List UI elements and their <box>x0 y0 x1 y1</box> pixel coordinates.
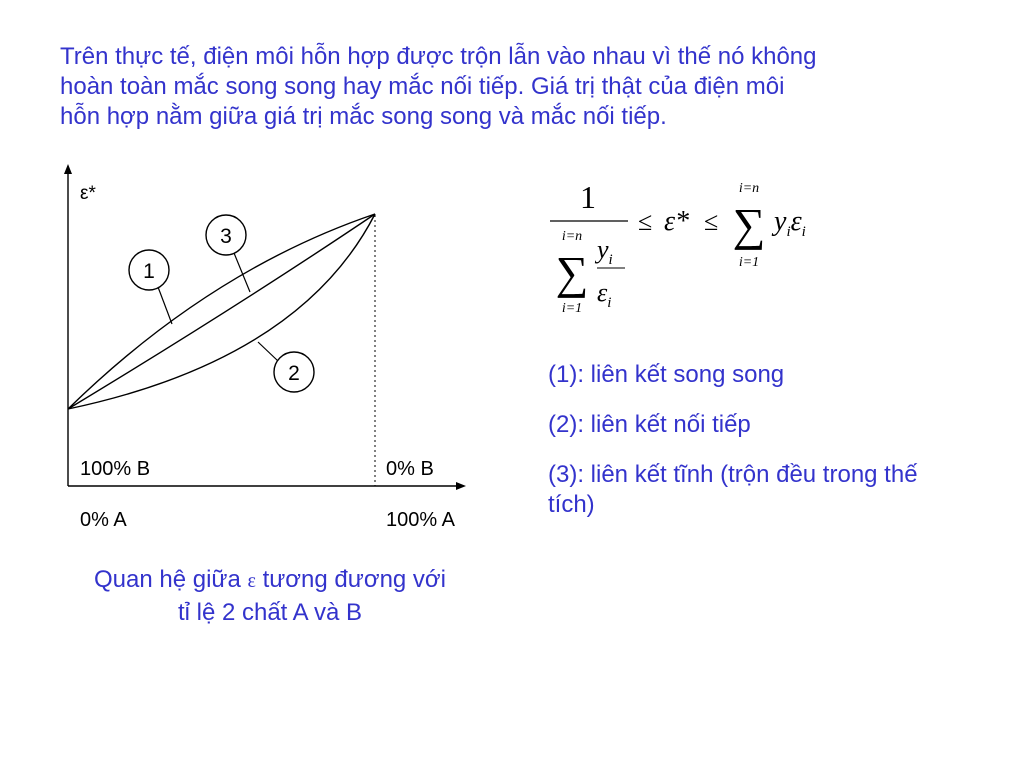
leader-3 <box>234 253 250 292</box>
sigma-icon: ∑ <box>555 247 589 298</box>
caption-text: Quan hệ giữa <box>93 566 248 593</box>
formula-numerator: 1 <box>580 179 596 215</box>
legend <box>548 360 968 540</box>
leq-1: ≤ <box>638 207 653 236</box>
intro-line: Trên thực tế, điện môi hỗn hợp được trộn lẫn vào nhau vì thế nó không <box>60 43 817 70</box>
inner-frac-bottom: $\varepsilon_i$ <box>597 278 612 311</box>
sum-lower: i=1 <box>561 301 583 316</box>
callout-1-label: 1 <box>143 260 155 283</box>
sum-upper: i=n <box>561 229 583 244</box>
x-axis-arrow <box>456 482 466 490</box>
sum2-term: $y_i\varepsilon_i$ <box>774 206 806 240</box>
sum2-upper: i=n <box>738 181 760 196</box>
y-axis-label: ε* <box>80 183 96 204</box>
intro-line: hỗn hợp nằm giữa giá trị mắc song song và mắc nối tiếp. <box>60 103 667 130</box>
label-100-a: 100% A <box>386 509 455 531</box>
legend-item: (2): liên kết nối tiếp <box>548 411 751 438</box>
y-axis-arrow <box>64 164 72 174</box>
label-0-a: 0% A <box>80 509 127 531</box>
sigma2-icon: ∑ <box>732 199 766 250</box>
leq-2: ≤ <box>704 207 719 236</box>
caption-epsilon: ε <box>247 570 256 592</box>
caption-line-2: tỉ lệ 2 chất A và B <box>177 599 363 626</box>
caption-text: tương đương với <box>255 566 446 593</box>
callout-2-label: 2 <box>288 362 300 385</box>
label-100-b: 100% B <box>80 458 151 480</box>
intro-paragraph <box>60 42 980 132</box>
sum2-lower: i=1 <box>738 255 760 270</box>
formula <box>540 170 860 330</box>
epsilon-star: ε* <box>664 206 690 237</box>
inner-frac-top: $y_i$ <box>597 235 613 268</box>
diagram-caption <box>40 564 500 628</box>
mixing-diagram <box>0 160 500 540</box>
legend-item: (1): liên kết song song <box>548 361 785 388</box>
legend-item: (3): liên kết tĩnh (trộn đều trong thế tích) <box>548 461 918 518</box>
leader-2 <box>258 342 278 361</box>
label-0-b: 0% B <box>386 458 434 480</box>
intro-line: hoàn toàn mắc song song hay mắc nối tiếp. Giá trị thật của điện môi <box>60 73 785 100</box>
leader-1 <box>158 287 172 324</box>
callout-3-label: 3 <box>220 225 232 248</box>
